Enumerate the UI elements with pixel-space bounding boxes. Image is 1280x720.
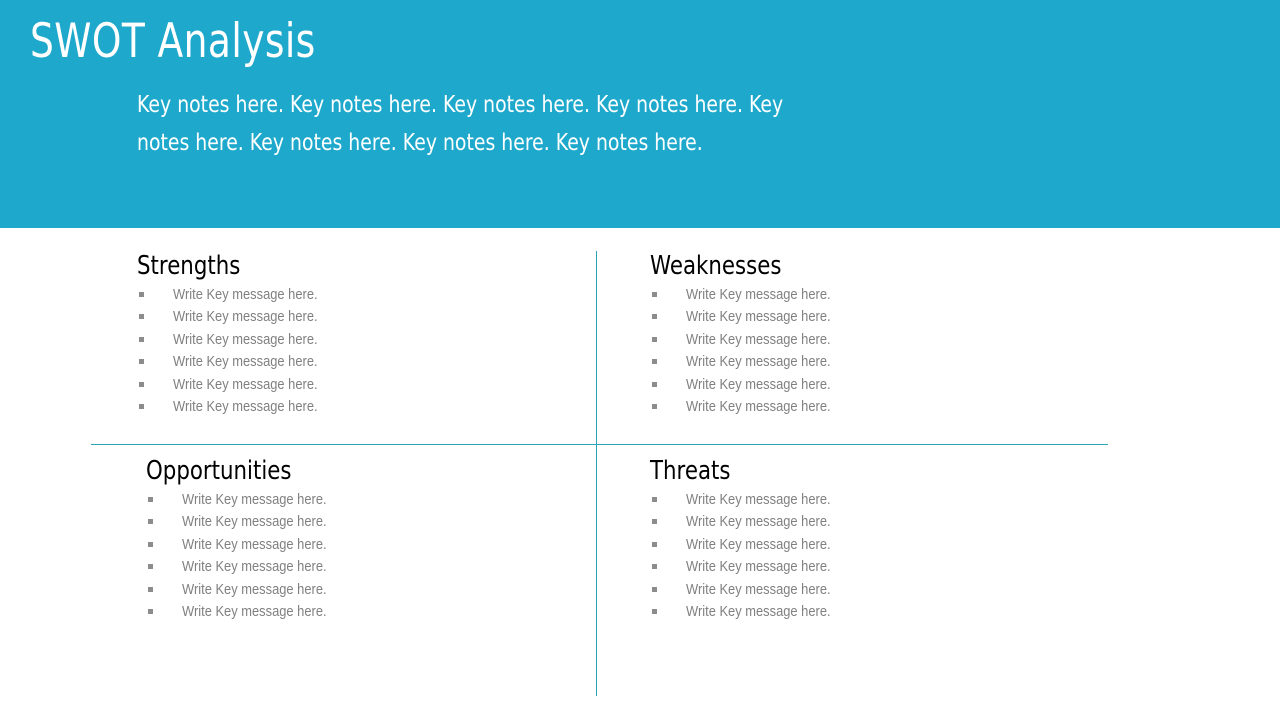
quadrant-title-strengths: Strengths (137, 251, 241, 281)
bullet-list-opportunities (146, 489, 327, 623)
list-item (650, 329, 831, 351)
bullet-square-icon (652, 404, 657, 409)
bullet-square-icon (652, 609, 657, 614)
header-banner (0, 0, 1280, 228)
bullet-square-icon (148, 609, 153, 614)
quadrant-opportunities (146, 456, 327, 623)
bullet-square-icon (652, 587, 657, 592)
list-item (137, 351, 318, 373)
list-item-text: Write Key message here. (686, 580, 831, 598)
list-item (146, 579, 327, 601)
slide-subtitle: Key notes here. Key notes here. Key notes here. Key notes here. Key notes here. Key notes here. Key notes here. Key notes here. (137, 92, 784, 156)
bullet-square-icon (652, 382, 657, 387)
bullet-square-icon (148, 519, 153, 524)
bullet-square-icon (139, 404, 144, 409)
bullet-square-icon (652, 519, 657, 524)
list-item (137, 329, 318, 351)
list-item-text: Write Key message here. (686, 330, 831, 348)
list-item (137, 396, 318, 418)
bullet-square-icon (139, 314, 144, 319)
list-item-text: Write Key message here. (686, 602, 831, 620)
slide-title: SWOT Analysis (30, 14, 316, 69)
list-item-text: Write Key message here. (173, 330, 318, 348)
list-item (650, 374, 831, 396)
bullet-square-icon (148, 564, 153, 569)
list-item-text: Write Key message here. (182, 580, 327, 598)
list-item (650, 601, 831, 623)
quadrant-title-weaknesses: Weaknesses (650, 251, 782, 281)
list-item-text: Write Key message here. (173, 353, 318, 371)
list-item (146, 489, 327, 511)
list-item-text: Write Key message here. (686, 308, 831, 326)
bullet-square-icon (139, 382, 144, 387)
list-item-text: Write Key message here. (686, 535, 831, 553)
bullet-square-icon (652, 337, 657, 342)
bullet-square-icon (652, 497, 657, 502)
list-item-text: Write Key message here. (686, 397, 831, 415)
list-item (650, 396, 831, 418)
list-item-text: Write Key message here. (686, 558, 831, 576)
list-item (650, 534, 831, 556)
quadrant-title-threats: Threats (650, 456, 731, 486)
bullet-square-icon (652, 359, 657, 364)
bullet-square-icon (652, 292, 657, 297)
bullet-square-icon (148, 497, 153, 502)
bullet-square-icon (148, 542, 153, 547)
list-item-text: Write Key message here. (686, 375, 831, 393)
bullet-square-icon (652, 314, 657, 319)
list-item-text: Write Key message here. (182, 513, 327, 531)
list-item-text: Write Key message here. (173, 286, 318, 303)
vertical-divider (596, 251, 597, 696)
bullet-square-icon (139, 292, 144, 297)
horizontal-divider (91, 444, 1108, 445)
list-item-text: Write Key message here. (182, 602, 327, 620)
list-item (137, 284, 318, 306)
list-item (650, 556, 831, 578)
bullet-square-icon (652, 564, 657, 569)
list-item (650, 511, 831, 533)
quadrant-strengths (137, 251, 318, 418)
list-item (650, 306, 831, 328)
quadrant-title-opportunities: Opportunities (146, 456, 292, 486)
bullet-square-icon (139, 337, 144, 342)
list-item-text: Write Key message here. (182, 491, 327, 508)
list-item (650, 351, 831, 373)
list-item (650, 284, 831, 306)
list-item-text: Write Key message here. (686, 491, 831, 508)
bullet-list-strengths (137, 284, 318, 418)
list-item (650, 579, 831, 601)
list-item-text: Write Key message here. (686, 353, 831, 371)
list-item (146, 601, 327, 623)
bullet-list-weaknesses (650, 284, 831, 418)
list-item-text: Write Key message here. (686, 513, 831, 531)
list-item (146, 511, 327, 533)
list-item-text: Write Key message here. (182, 535, 327, 553)
list-item-text: Write Key message here. (173, 308, 318, 326)
bullet-square-icon (148, 587, 153, 592)
quadrant-threats (650, 456, 831, 623)
bullet-list-threats (650, 489, 831, 623)
list-item (146, 556, 327, 578)
list-item-text: Write Key message here. (182, 558, 327, 576)
list-item (146, 534, 327, 556)
list-item-text: Write Key message here. (686, 286, 831, 303)
bullet-square-icon (139, 359, 144, 364)
list-item (137, 306, 318, 328)
bullet-square-icon (652, 542, 657, 547)
list-item (137, 374, 318, 396)
list-item-text: Write Key message here. (173, 397, 318, 415)
list-item (650, 489, 831, 511)
list-item-text: Write Key message here. (173, 375, 318, 393)
quadrant-weaknesses (650, 251, 831, 418)
